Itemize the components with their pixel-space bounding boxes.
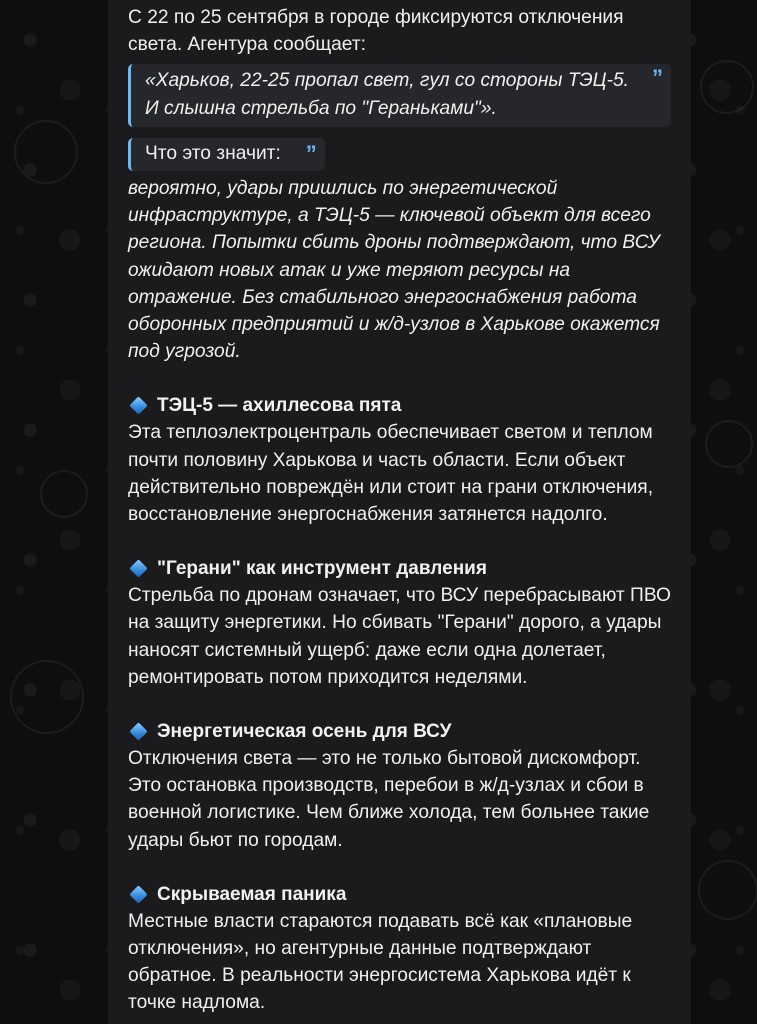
section-title: "Герани" как инструмент давления xyxy=(157,558,487,580)
background-doodle xyxy=(40,470,88,518)
blue-diamond-icon xyxy=(129,560,147,578)
blue-diamond-icon xyxy=(129,722,147,740)
blue-diamond-icon xyxy=(129,397,147,415)
background-doodle xyxy=(698,860,757,920)
blockquote-label[interactable] xyxy=(128,138,325,171)
blockquote[interactable] xyxy=(128,64,671,127)
background-doodle xyxy=(700,60,754,114)
background-doodle xyxy=(10,660,84,734)
section-body: Эта теплоэлектроцентраль обеспечивает светом и теплом почти половину Харькова и часть области. Если объект действительно повреждён или стоит на грани отключения, восстановление энергоснабжения затянется надолго. xyxy=(128,422,654,526)
analysis-text: вероятно, удары пришлись по энергетической инфраструктуре, а ТЭЦ-5 — ключевой объект для всего региона. Попытки сбить дроны подтверждают, что ВСУ ожидают новых атак и уже теряют ресурсы на отражение. Без стабильного энергоснабжения работа оборонных предприятий и ж/д-узлов в Харькове окажется под угрозой. xyxy=(128,178,660,363)
section-tec5 xyxy=(128,392,671,528)
message-intro: С 22 по 25 сентября в городе фиксируются отключения света. Агентура сообщает: xyxy=(128,7,624,55)
blue-diamond-icon xyxy=(129,885,147,903)
section-heading xyxy=(128,555,671,582)
blockquote-text: «Харьков, 22-25 пропал свет, гул со стороны ТЭЦ-5. И слышна стрельба по "Гераньками"». xyxy=(145,70,629,119)
section-hidden-panic xyxy=(128,881,671,1017)
blockquote-label-text: Что это значит: xyxy=(145,143,281,164)
section-gerani xyxy=(128,555,671,691)
section-heading xyxy=(128,718,671,745)
section-body: Стрельба по дронам означает, что ВСУ перебрасывают ПВО на защиту энергетики. Но сбивать "Герани" дорого, а удары наносят системный ущерб: даже если одна долетает, ремонтировать потом приходится неделями. xyxy=(128,585,671,688)
quote-icon: ” xyxy=(652,65,663,90)
section-title: ТЭЦ-5 — ахиллесова пята xyxy=(157,395,402,417)
section-energy-autumn xyxy=(128,718,671,854)
background-doodle xyxy=(705,420,753,468)
section-heading xyxy=(128,392,671,419)
section-heading xyxy=(128,881,671,908)
background-doodle xyxy=(14,120,78,184)
message-bubble[interactable] xyxy=(108,0,691,1024)
section-body: Местные власти стараются подавать всё как «плановые отключения», но агентурные данные подтверждают обратное. В реальности энергосистема Харькова идёт к точке надлома. xyxy=(128,910,633,1014)
section-title: Энергетическая осень для ВСУ xyxy=(157,721,452,743)
section-body: Отключения света — это не только бытовой дискомфорт. Это остановка производств, перебои в ж/д-узлах и сбои в военной логистике. Чем ближе холода, тем больнее такие удары бьют по городам. xyxy=(128,748,650,851)
section-title: Скрываемая паника xyxy=(157,883,347,905)
quote-icon: ” xyxy=(305,141,317,166)
